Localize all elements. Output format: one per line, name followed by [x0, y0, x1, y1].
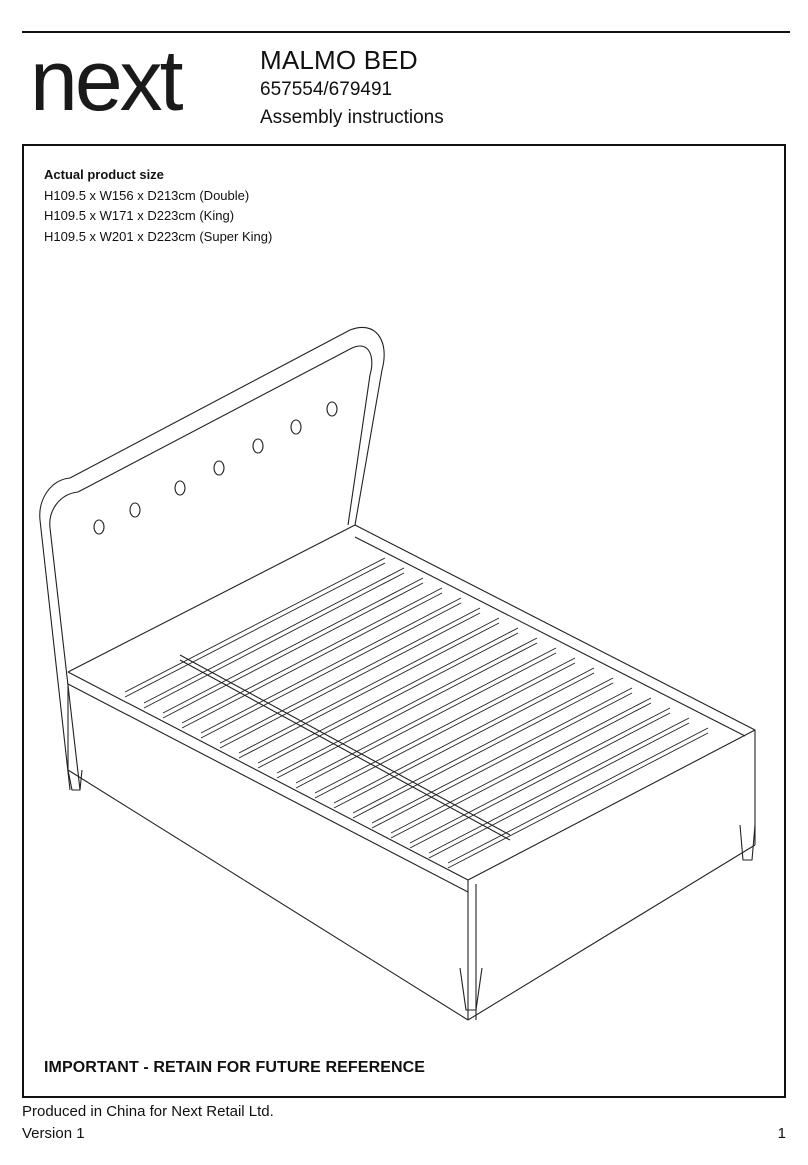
- headboard-buttons: [94, 402, 337, 534]
- important-note: IMPORTANT - RETAIN FOR FUTURE REFERENCE: [44, 1059, 426, 1076]
- footer-left: [22, 1101, 274, 1145]
- bed-leg: [740, 825, 755, 860]
- version-label: Version 1: [22, 1125, 85, 1142]
- product-codes: 657554/679491: [260, 79, 393, 100]
- bed-leg: [460, 968, 482, 1010]
- product-size-block: [44, 165, 272, 247]
- next-logo: [28, 42, 228, 132]
- headboard-outline: [40, 327, 384, 525]
- doc-type: Assembly instructions: [260, 107, 444, 128]
- product-size-line: H109.5 x W201 x D223cm (Super King): [44, 228, 273, 244]
- top-rule: [22, 31, 790, 33]
- logo-text: next: [30, 42, 181, 129]
- centre-rail: [180, 655, 510, 835]
- bed-illustration: [30, 300, 770, 1030]
- page-title: MALMO BED: [260, 45, 418, 75]
- header-title-block: [260, 44, 444, 132]
- bed-slats: [125, 558, 708, 868]
- page-number: 1: [777, 1125, 786, 1142]
- product-size-line: H109.5 x W156 x D213cm (Double): [44, 187, 250, 203]
- product-size-line: H109.5 x W171 x D223cm (King): [44, 208, 235, 223]
- product-size-heading: Actual product size: [44, 167, 164, 182]
- produced-by: Produced in China for Next Retail Ltd.: [22, 1103, 274, 1120]
